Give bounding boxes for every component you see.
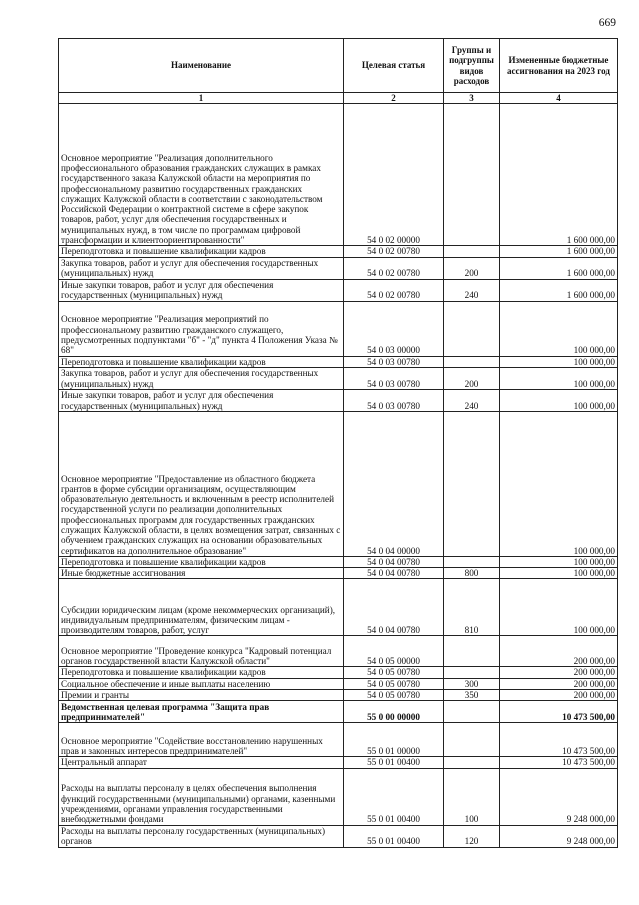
- row-target-code: 55 0 01 00400: [344, 768, 444, 825]
- table-row: [59, 246, 618, 257]
- row-name: Иные закупки товаров, работ и услуг для обеспечения государственных (муниципальных) нужд: [59, 279, 344, 301]
- col-number: 2: [344, 93, 444, 104]
- row-name: Закупка товаров, работ и услуг для обеспечения государственных (муниципальных) нужд: [59, 367, 344, 389]
- row-amount: 100 000,00: [500, 389, 618, 411]
- row-name: Ведомственная целевая программа "Защита прав предпринимателей": [59, 701, 344, 723]
- row-group-code: 100: [444, 768, 500, 825]
- header-name: Наименование: [59, 39, 344, 93]
- row-name: Основное мероприятие "Проведение конкурса "Кадровый потенциал органов государственной власти Калужской области": [59, 636, 344, 667]
- row-name: Переподготовка и повышение квалификации кадров: [59, 667, 344, 678]
- row-group-code: [444, 104, 500, 246]
- row-group-code: [444, 556, 500, 567]
- table-row: [59, 825, 618, 847]
- row-name: Переподготовка и повышение квалификации кадров: [59, 246, 344, 257]
- row-group-code: 120: [444, 825, 500, 847]
- row-amount: 1 600 000,00: [500, 104, 618, 246]
- header-amount: Измененные бюджетные ассигнования на 2023 год: [500, 39, 618, 93]
- row-amount: 1 600 000,00: [500, 246, 618, 257]
- row-name: Расходы на выплаты персоналу государственных (муниципальных) органов: [59, 825, 344, 847]
- row-name: Социальное обеспечение и иные выплаты населению: [59, 678, 344, 689]
- row-amount: 10 473 500,00: [500, 757, 618, 768]
- row-name: Иные бюджетные ассигнования: [59, 568, 344, 579]
- table-row: [59, 636, 618, 667]
- row-name: Премии и гранты: [59, 690, 344, 701]
- row-group-code: 200: [444, 257, 500, 279]
- table-row: [59, 279, 618, 301]
- row-amount: 200 000,00: [500, 690, 618, 701]
- row-target-code: 54 0 03 00780: [344, 356, 444, 367]
- table-row: [59, 568, 618, 579]
- row-target-code: 54 0 03 00780: [344, 367, 444, 389]
- table-row: [59, 701, 618, 723]
- row-target-code: 54 0 04 00780: [344, 556, 444, 567]
- table-row: [59, 757, 618, 768]
- table-row: [59, 367, 618, 389]
- table-row: [59, 411, 618, 556]
- row-group-code: 240: [444, 279, 500, 301]
- row-target-code: 54 0 02 00780: [344, 257, 444, 279]
- table-row: [59, 389, 618, 411]
- row-amount: 100 000,00: [500, 579, 618, 636]
- row-amount: 200 000,00: [500, 667, 618, 678]
- row-target-code: 54 0 05 00000: [344, 636, 444, 667]
- row-group-code: [444, 636, 500, 667]
- row-target-code: 55 0 01 00400: [344, 825, 444, 847]
- row-name: Основное мероприятие "Предоставление из областного бюджета грантов в форме субсидии организациям, осуществляющим образовательную деятельность и включенным в реестр исполнителей государственной услуги по реализации дополнительных профессиональных программ для государственных гражданских служащих Калужской области, в целях возмещения затрат, связанных с обучением гражданских служащих на основании образовательных сертификатов на дополнительное образование": [59, 411, 344, 556]
- row-target-code: 54 0 05 00780: [344, 667, 444, 678]
- row-group-code: 350: [444, 690, 500, 701]
- col-number: 3: [444, 93, 500, 104]
- row-target-code: 54 0 05 00780: [344, 678, 444, 689]
- row-amount: 10 473 500,00: [500, 701, 618, 723]
- page-number: 669: [598, 17, 616, 29]
- row-target-code: 55 0 00 00000: [344, 701, 444, 723]
- row-group-code: [444, 757, 500, 768]
- row-target-code: 54 0 04 00000: [344, 411, 444, 556]
- row-target-code: 54 0 02 00780: [344, 279, 444, 301]
- row-name: Иные закупки товаров, работ и услуг для обеспечения государственных (муниципальных) нужд: [59, 389, 344, 411]
- row-group-code: 200: [444, 367, 500, 389]
- row-name: Центральный аппарат: [59, 757, 344, 768]
- row-amount: 100 000,00: [500, 301, 618, 356]
- row-group-code: [444, 356, 500, 367]
- row-amount: 9 248 000,00: [500, 768, 618, 825]
- row-amount: 200 000,00: [500, 636, 618, 667]
- row-name: Переподготовка и повышение квалификации кадров: [59, 356, 344, 367]
- row-amount: 100 000,00: [500, 367, 618, 389]
- table-row: [59, 667, 618, 678]
- row-name: Расходы на выплаты персоналу в целях обеспечения выполнения функций государственными (муниципальными) органами, казенными учреждениями, органами управления государственными внебюджетными фондами: [59, 768, 344, 825]
- row-group-code: [444, 723, 500, 757]
- row-amount: 1 600 000,00: [500, 257, 618, 279]
- row-group-code: [444, 246, 500, 257]
- table-row: [59, 301, 618, 356]
- row-name: Основное мероприятие "Содействие восстановлению нарушенных прав и законных интересов предпринимателей": [59, 723, 344, 757]
- row-name: Основное мероприятие "Реализация мероприятий по профессиональному развитию гражданского служащего, предусмотренных подпунктами "б" - "д" пункта 4 Положения Указа № 68": [59, 301, 344, 356]
- table-row: [59, 678, 618, 689]
- row-amount: 1 600 000,00: [500, 279, 618, 301]
- row-amount: 100 000,00: [500, 356, 618, 367]
- column-number-row: [59, 93, 618, 104]
- row-target-code: 54 0 05 00780: [344, 690, 444, 701]
- row-group-code: [444, 701, 500, 723]
- col-number: 4: [500, 93, 618, 104]
- table-row: [59, 690, 618, 701]
- table-row: [59, 723, 618, 757]
- row-target-code: 54 0 02 00780: [344, 246, 444, 257]
- row-group-code: [444, 667, 500, 678]
- header-target: Целевая статья: [344, 39, 444, 93]
- row-target-code: 54 0 04 00780: [344, 579, 444, 636]
- row-target-code: 54 0 03 00000: [344, 301, 444, 356]
- row-name: Переподготовка и повышение квалификации кадров: [59, 556, 344, 567]
- row-target-code: 55 0 01 00400: [344, 757, 444, 768]
- col-number: 1: [59, 93, 344, 104]
- row-group-code: [444, 411, 500, 556]
- row-amount: 9 248 000,00: [500, 825, 618, 847]
- row-amount: 10 473 500,00: [500, 723, 618, 757]
- row-group-code: 800: [444, 568, 500, 579]
- row-name: Субсидии юридическим лицам (кроме некоммерческих организаций), индивидуальным предпринимателям, физическим лицам - производителям товаров, работ, услуг: [59, 579, 344, 636]
- row-target-code: 54 0 04 00780: [344, 568, 444, 579]
- row-group-code: 300: [444, 678, 500, 689]
- budget-table: [58, 38, 618, 848]
- row-amount: 100 000,00: [500, 556, 618, 567]
- table-header-row: [59, 39, 618, 93]
- table-row: [59, 579, 618, 636]
- row-amount: 200 000,00: [500, 678, 618, 689]
- row-group-code: 810: [444, 579, 500, 636]
- table-row: [59, 257, 618, 279]
- table-row: [59, 104, 618, 246]
- row-target-code: 54 0 03 00780: [344, 389, 444, 411]
- table-row: [59, 556, 618, 567]
- row-name: Основное мероприятие "Реализация дополнительного профессионального образования гражданских служащих в рамках государственного заказа Калужской области на мероприятия по профессиональному развитию государственных гражданских служащих Калужской области в соответствии с законодательством Российской Федерации о контрактной системе в сфере закупок товаров, работ, услуг для обеспечения государственных и муниципальных нужд, в том числе по программам цифровой трансформации и клиентоориентированности": [59, 104, 344, 246]
- row-group-code: 240: [444, 389, 500, 411]
- row-amount: 100 000,00: [500, 568, 618, 579]
- row-group-code: [444, 301, 500, 356]
- table-row: [59, 768, 618, 825]
- table-row: [59, 356, 618, 367]
- row-target-code: 54 0 02 00000: [344, 104, 444, 246]
- row-amount: 100 000,00: [500, 411, 618, 556]
- row-target-code: 55 0 01 00000: [344, 723, 444, 757]
- row-name: Закупка товаров, работ и услуг для обеспечения государственных (муниципальных) нужд: [59, 257, 344, 279]
- header-groups: Группы и подгруппы видов расходов: [444, 39, 500, 93]
